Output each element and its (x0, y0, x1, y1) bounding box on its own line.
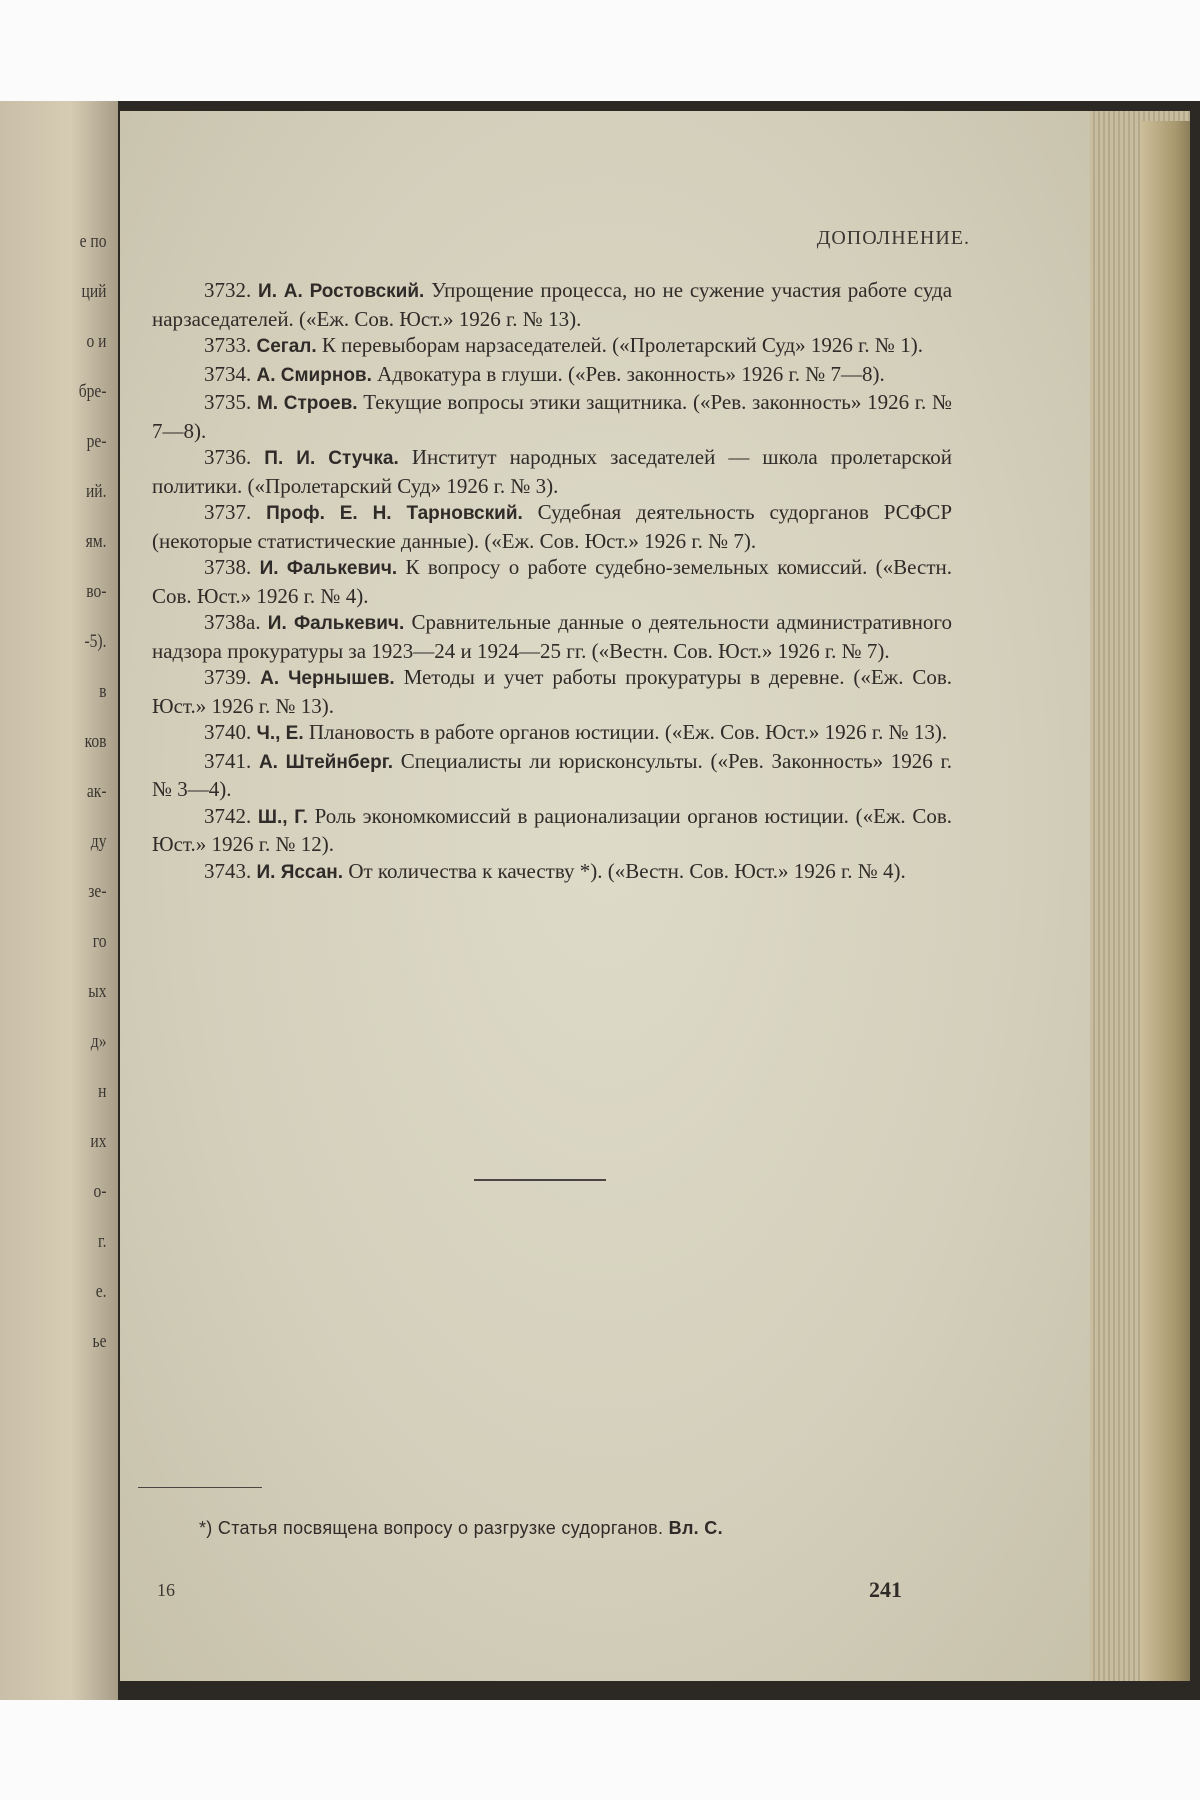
left-page-fragment: ков (84, 731, 107, 752)
left-page-fragment: ых (88, 981, 107, 1002)
entry-title: Сравнительные данные о деятельности административного надзора прокуратуры за 1923—24 и 1924—25 гг. («Вестн. Сов. Юст.» 1926 г. № 7). (152, 610, 953, 663)
left-page-fragment: ре- (86, 431, 107, 452)
footnote (199, 1518, 723, 1539)
left-page-fragment: ям. (85, 531, 107, 552)
bibliography-entry (152, 609, 952, 664)
entry-number: 3734. (204, 361, 252, 386)
left-page-fragment: д» (90, 1031, 107, 1052)
left-page-fragment: н (98, 1081, 107, 1102)
right-page (120, 111, 1090, 1681)
left-page-fragment: -5). (84, 631, 107, 652)
entry-author: А. Чернышев. (260, 668, 395, 689)
running-header: ДОПОЛНЕНИЕ. (816, 227, 970, 249)
entry-title: К вопросу о работе судебно-земельных комиссий. («Вестн. Сов. Юст.» 1926 г. № 4). (152, 555, 952, 608)
entry-author: П. И. Стучка. (264, 448, 399, 469)
entry-number: 3737. (204, 500, 252, 524)
bibliography-entry (152, 664, 952, 719)
left-page-fragment: о и (86, 331, 107, 352)
entry-title: К перевыборам нарзаседателей. («Пролетарский Суд» 1926 г. № 1). (321, 333, 923, 357)
bibliography-entry (152, 858, 952, 887)
left-page-fragment: в (99, 681, 107, 702)
left-page-fragment: е. (95, 1281, 107, 1302)
bibliography-entry (152, 719, 952, 748)
entry-author: И. Фалькевич. (267, 613, 405, 634)
book-photo (0, 101, 1200, 1700)
entry-title: Адвокатура в глуши. («Рев. законность» 1926 г. № 7—8). (377, 361, 885, 386)
footnote-signature: Вл. С. (668, 1518, 723, 1538)
entry-author: А. Штейнберг. (258, 751, 394, 773)
entry-number: 3742. (204, 803, 252, 828)
entry-number: 3732. (204, 278, 252, 302)
entry-author: А. Смирнов. (256, 364, 372, 386)
left-page-fragment: г. (97, 1231, 107, 1252)
left-page-fragment: е по (79, 231, 107, 252)
left-page-fragment: во- (86, 581, 107, 602)
entry-number: 3735. (204, 390, 252, 414)
left-page-fragment: го (92, 931, 107, 952)
entry-number: 3743. (204, 858, 252, 883)
bibliography-list (152, 277, 952, 886)
bibliography-entry (152, 748, 952, 803)
left-page-fragment: ак- (86, 781, 107, 802)
bibliography-entry (152, 389, 952, 444)
entry-author: И. Яссан. (256, 861, 344, 883)
left-page-fragment: бре- (78, 381, 107, 402)
left-page-fragment: их (90, 1131, 107, 1152)
entry-title: Упрощение процесса, но не сужение участия работе суда нарзаседателей. («Еж. Сов. Юст.» 1926 г. № 13). (152, 278, 953, 331)
left-page-fragment: о- (93, 1181, 107, 1202)
left-page-fragment: ье (92, 1331, 107, 1352)
left-page (0, 101, 118, 1700)
entry-number: 3739. (204, 665, 252, 689)
left-page-fragment: ду (90, 831, 107, 852)
entry-title: Судебная деятельность судорганов РСФСР (некоторые статистические данные). («Еж. Сов. Юст.» 1926 г. № 7). (152, 500, 953, 553)
left-page-fragment: ий. (85, 481, 107, 502)
section-divider (474, 1179, 606, 1181)
entry-number: 3738а. (204, 610, 261, 634)
entry-number: 3738. (204, 555, 252, 579)
entry-author: И. А. Ростовский. (258, 281, 425, 302)
entry-number: 3733. (204, 333, 252, 357)
entry-title: Плановость в работе органов юстиции. («Еж. Сов. Юст.» 1926 г. № 13). (308, 720, 948, 744)
entry-title: Методы и учет работы прокуратуры в деревне. («Еж. Сов. Юст.» 1926 г. № 13). (152, 665, 953, 718)
bibliography-entry (152, 277, 952, 332)
entry-author: Сегал. (256, 336, 317, 357)
entry-title: Институт народных заседателей — школа пролетарской политики. («Пролетарский Суд» 1926 г. № 3). (152, 445, 953, 498)
page-number: 241 (869, 1577, 902, 1602)
bibliography-entry (152, 554, 952, 609)
signature-mark: 16 (157, 1580, 175, 1600)
bibliography-entry (152, 361, 952, 390)
book-cover-edge (1140, 121, 1190, 1681)
entry-author: Проф. Е. Н. Тарновский. (266, 503, 523, 524)
entry-title: От количества к качеству *). («Вестн. Сов. Юст.» 1926 г. № 4). (348, 858, 906, 883)
entry-author: Ш., Г. (257, 806, 308, 828)
left-page-fragment: ций (81, 281, 107, 302)
entry-number: 3736. (204, 445, 252, 469)
bibliography-entry (152, 803, 952, 858)
footnote-rule (138, 1487, 262, 1488)
bibliography-entry (152, 332, 952, 361)
entry-title: Текущие вопросы этики защитника. («Рев. законность» 1926 г. № 7—8). (152, 390, 952, 443)
left-page-fragment: зе- (88, 881, 107, 902)
entry-author: М. Строев. (256, 393, 358, 414)
entry-title: Специалисты ли юрисконсульты. («Рев. Законность» 1926 г. № 3—4). (152, 748, 952, 801)
entry-title: Роль экономкомиссий в рационализации органов юстиции. («Еж. Сов. Юст.» 1926 г. № 12). (152, 803, 952, 856)
bibliography-entry (152, 499, 952, 554)
entry-number: 3741. (204, 748, 252, 773)
bibliography-entry (152, 444, 952, 499)
entry-author: Ч., Е. (256, 723, 304, 744)
footnote-text: *) Статья посвящена вопросу о разгрузке судорганов. (199, 1518, 664, 1538)
entry-number: 3740. (204, 720, 252, 744)
entry-author: И. Фалькевич. (259, 558, 398, 579)
